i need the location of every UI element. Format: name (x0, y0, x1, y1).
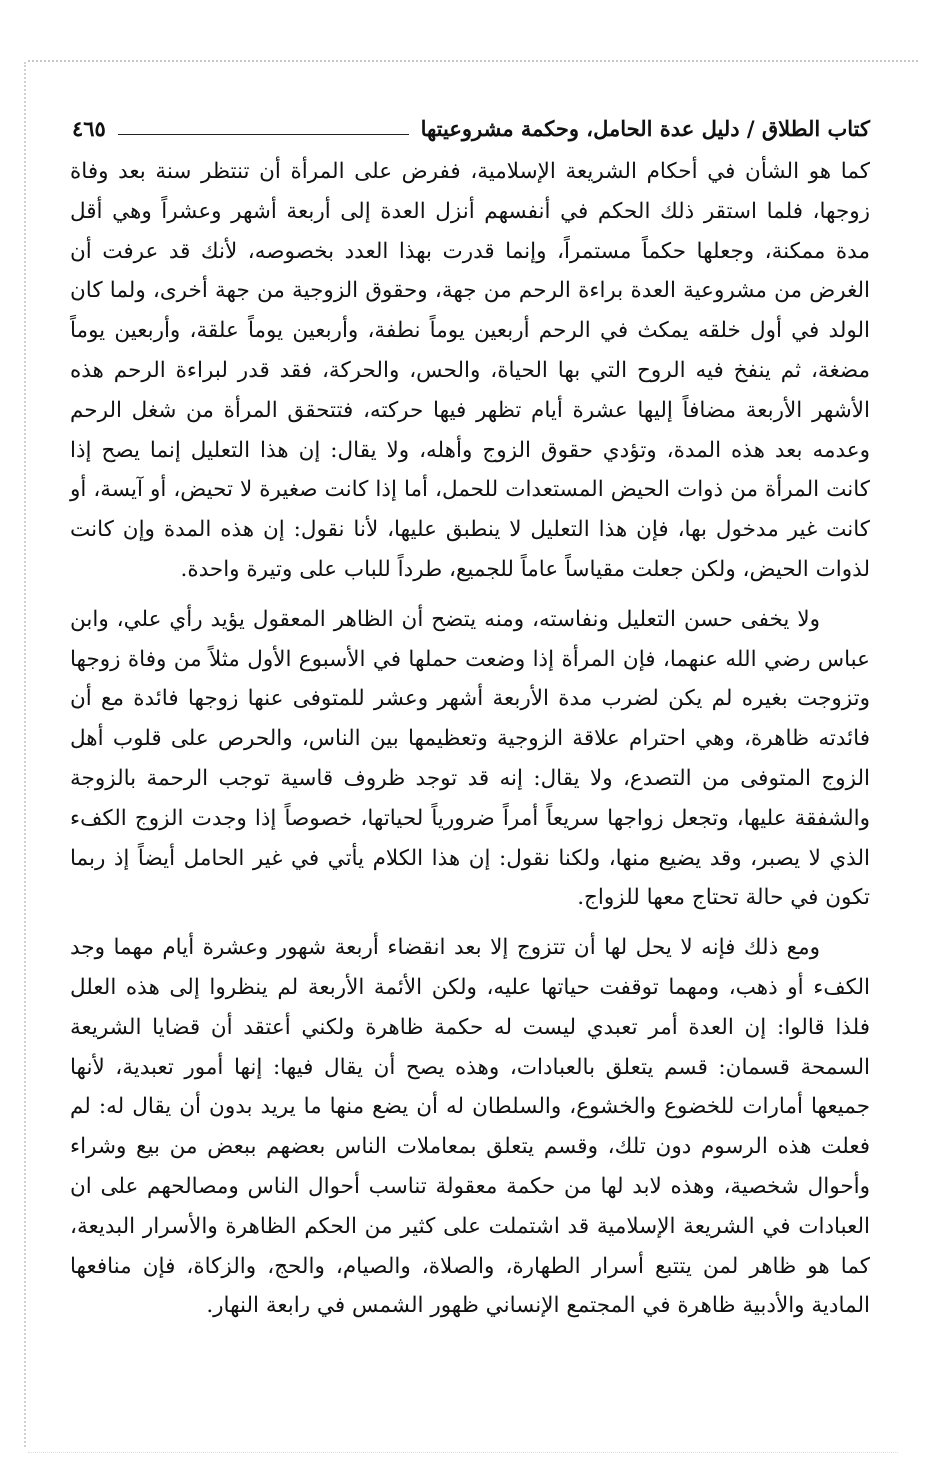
paragraph-2: ولا يخفى حسن التعليل ونفاسته، ومنه يتضح أن الظاهر المعقول يؤيد رأي علي، وابن عباس رضي الله عنهما، فإن المرأة إذا وضعت حملها في الأسبوع الأول مثلاً من وفاة زوجها وتزوجت بغيره لم يكن لضرب مدة الأربعة أشهر وعشر للمتوفى عنها زوجها فائدة مع أن فائدته ظاهرة، وهي احترام علاقة الزوجية وتعظيمها بين الناس، والحرص على قلوب أهل الزوج المتوفى من التصدع، ولا يقال: إنه قد توجد ظروف قاسية توجب الرحمة بالزوجة والشفقة عليها، وتجعل زواجها سريعاً أمراً ضرورياً لحياتها، خصوصاً إذا وجدت الزوج الكفء الذي لا يصبر، وقد يضيع منها، ولكنا نقول: إن هذا الكلام يأتي في غير الحامل أيضاً إذ ربما تكون في حالة تحتاج معها للزواج. (70, 606, 870, 911)
running-header (72, 112, 870, 144)
scan-edge-top (28, 60, 918, 72)
paragraph-gap (70, 590, 870, 600)
page-number: ٤٦٥ (72, 115, 106, 141)
header-rule (118, 134, 409, 135)
paragraph-1: كما هو الشأن في أحكام الشريعة الإسلامية، ففرض على المرأة أن تنتظر سنة بعد وفاة زوجها، فلما استقر ذلك الحكم في أنفسهم أنزل العدة إلى أربعة أشهر وعشراً وهي أقل مدة ممكنة، وجعلها حكماً مستمراً، وإنما قدرت بهذا العدد بخصوصه، لأنك قد عرفت أن الغرض من مشروعية العدة براءة الرحم من جهة، وحقوق الزوجية من جهة أخرى، ولما كان الولد في أول خلقه يمكث في الرحم أربعين يوماً نطفة، وأربعين يوماً علقة، وأربعين يوماً مضغة، ثم ينفخ فيه الروح التي بها الحياة، والحس، والحركة، فقد قدر لبراءة الرحم هذه الأشهر الأربعة مضافاً إليها عشرة أيام تظهر فيها حركته، فتتحقق المرأة من شغل الرحم وعدمه بعد هذه المدة، وتؤدي حقوق الزوج وأهله، ولا يقال: إن هذا التعليل إنما يصح إذا كانت المرأة من ذوات الحيض المستعدات للحمل، أما إذا كانت صغيرة لا تحيض، أو آيسة، أو كانت غير مدخول بها، فإن هذا التعليل لا ينطبق عليها، لأنا نقول: إن هذه المدة وإن كانت لذوات الحيض، ولكن جعلت مقياساً عاماً للجميع، طرداً للباب على وتيرة واحدة. (70, 159, 870, 582)
page-body (70, 152, 870, 1326)
paragraph-3: ومع ذلك فإنه لا يحل لها أن تتزوج إلا بعد انقضاء أربعة شهور وعشرة أيام مهما وجد الكفء أو ذهب، ومهما توقفت حياتها عليه، ولكن الأئمة الأربعة لم ينظروا إلى هذه العلل فلذا قالوا: إن العدة أمر تعبدي ليست له حكمة ظاهرة ولكني أعتقد أن قضايا الشريعة السمحة قسمان: قسم يتعلق بالعبادات، وهذه يصح أن يقال فيها: إنها أمور تعبدية، لأنها جميعها أمارات للخضوع والخشوع، والسلطان له أن يضع منها ما يريد بدون أن يقال له: لم فعلت هذه الرسوم دون تلك، وقسم يتعلق بمعاملات الناس بعضهم ببعض من بيع وشراء وأحوال شخصية، وهذه لابد لها من حكمة معقولة تناسب أحوال الناس ومصالحهم على ان العبادات في الشريعة الإسلامية قد اشتملت على كثير من الحكم الظاهرة والأسرار البديعة، كما هو ظاهر لمن يتتبع أسرار الطهارة، والصلاة، والصيام، والحج، والزكاة، فإن منافعها المادية والأدبية ظاهرة في المجتمع الإنساني ظهور الشمس في رابعة النهار. (70, 935, 870, 1319)
running-title: كتاب الطلاق / دليل عدة الحامل، وحكمة مشروعيتها (420, 115, 870, 141)
scan-edge-left (24, 62, 34, 1447)
scan-edge-bottom (28, 1446, 898, 1453)
paragraph-gap (70, 918, 870, 928)
